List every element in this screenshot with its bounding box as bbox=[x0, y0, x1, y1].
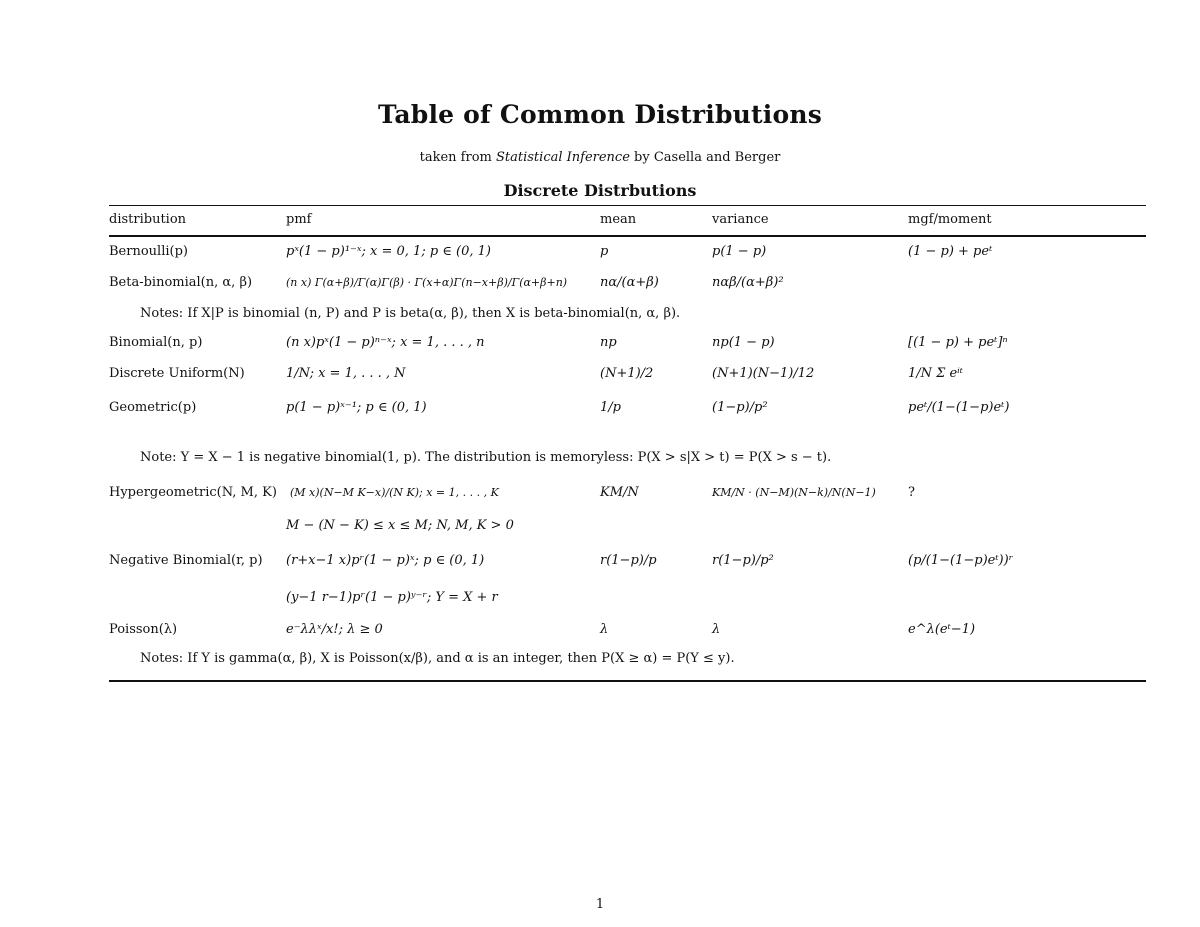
row-negative-binomial-mean: r(1−p)/p bbox=[600, 553, 657, 568]
row-geometric-mean: 1/p bbox=[600, 400, 621, 415]
row-poisson-variance: λ bbox=[712, 622, 721, 637]
row-hypergeometric-pmf: (M x)(N−M K−x)/(N K); x = 1, . . . , K bbox=[290, 486, 499, 499]
row-poisson-mgf: e^λ(eᵗ−1) bbox=[908, 622, 976, 637]
row-hypergeometric-variance: KM/N · (N−M)(N−k)/N(N−1) bbox=[712, 486, 876, 499]
row-poisson-pmf: e⁻λλˣ/x!; λ ≥ 0 bbox=[286, 622, 383, 637]
header-variance: variance bbox=[712, 212, 769, 227]
row-bernoulli-mgf: (1 − p) + peᵗ bbox=[908, 244, 993, 259]
row-hypergeometric-mean: KM/N bbox=[600, 485, 639, 500]
row-bernoulli-pmf: pˣ(1 − p)¹⁻ˣ; x = 0, 1; p ∈ (0, 1) bbox=[286, 244, 491, 259]
header-mgf: mgf/moment bbox=[908, 212, 992, 227]
row-negative-binomial-pmf: (r+x−1 x)pʳ(1 − p)ˣ; p ∈ (0, 1) bbox=[286, 553, 485, 568]
section-title: Discrete Distrbutions bbox=[503, 181, 697, 200]
row-bernoulli-mean: p bbox=[600, 244, 609, 259]
row-bernoulli-variance: p(1 − p) bbox=[712, 244, 767, 259]
top-rule bbox=[109, 205, 1146, 206]
row-negative-binomial-mgf: (p/(1−(1−p)eᵗ))ʳ bbox=[908, 553, 1014, 568]
header-rule bbox=[109, 235, 1146, 237]
note-poisson: Notes: If Y is gamma(α, β), X is Poisson(x/β), and α is an integer, then P(X ≥ α) = P(Y ≤ y). bbox=[140, 651, 735, 666]
row-poisson-name: Poisson(λ) bbox=[109, 622, 178, 637]
page-number: 1 bbox=[595, 897, 605, 912]
row-negative-binomial-name: Negative Binomial(r, p) bbox=[109, 553, 263, 568]
row-geometric-name: Geometric(p) bbox=[109, 400, 197, 415]
row-binomial-variance: np(1 − p) bbox=[712, 335, 775, 350]
row-discrete-uniform-pmf: 1/N; x = 1, . . . , N bbox=[286, 366, 406, 381]
row-hypergeometric-name: Hypergeometric(N, M, K) bbox=[109, 485, 277, 500]
row-beta-binomial-mean: nα/(α+β) bbox=[600, 275, 659, 290]
row-discrete-uniform-mean: (N+1)/2 bbox=[600, 366, 654, 381]
row-discrete-uniform-name: Discrete Uniform(N) bbox=[109, 366, 245, 381]
row-geometric-mgf: peᵗ/(1−(1−p)eᵗ) bbox=[908, 400, 1010, 415]
row-discrete-uniform-mgf: 1/N Σ eⁱᵗ bbox=[908, 366, 963, 381]
row-beta-binomial-name: Beta-binomial(n, α, β) bbox=[109, 275, 253, 290]
row-negative-binomial-variance: r(1−p)/p² bbox=[712, 553, 774, 568]
page-title: Table of Common Distributions bbox=[377, 100, 823, 129]
row-binomial-mgf: [(1 − p) + peᵗ]ⁿ bbox=[908, 335, 1008, 350]
note-geometric: Note: Y = X − 1 is negative binomial(1, p). The distribution is memoryless: P(X > s|X > t) = P(X > s − t). bbox=[140, 450, 832, 465]
bottom-rule bbox=[109, 680, 1146, 682]
row-binomial-mean: np bbox=[600, 335, 617, 350]
row-beta-binomial-variance: nαβ/(α+β)² bbox=[712, 275, 784, 290]
header-mean: mean bbox=[600, 212, 637, 227]
row-hypergeometric-mgf: ? bbox=[908, 485, 915, 500]
row-hypergeometric-pmf-constraint: M − (N − K) ≤ x ≤ M; N, M, K > 0 bbox=[286, 518, 514, 533]
row-discrete-uniform-variance: (N+1)(N−1)/12 bbox=[712, 366, 815, 381]
row-binomial-pmf: (n x)pˣ(1 − p)ⁿ⁻ˣ; x = 1, . . . , n bbox=[286, 335, 485, 350]
row-poisson-mean: λ bbox=[600, 622, 609, 637]
row-negative-binomial-pmf-alt: (y−1 r−1)pʳ(1 − p)ʸ⁻ʳ; Y = X + r bbox=[286, 590, 498, 605]
header-pmf: pmf bbox=[286, 212, 312, 227]
row-bernoulli-name: Bernoulli(p) bbox=[109, 244, 188, 259]
row-binomial-name: Binomial(n, p) bbox=[109, 335, 203, 350]
subtitle: taken from Statistical Inference by Casella and Berger bbox=[419, 150, 781, 165]
row-beta-binomial-pmf: (n x) Γ(α+β)/Γ(α)Γ(β) · Γ(x+α)Γ(n−x+β)/Γ(α+β+n) bbox=[286, 276, 568, 289]
header-distribution: distribution bbox=[109, 212, 187, 227]
note-beta-binomial: Notes: If X|P is binomial (n, P) and P is beta(α, β), then X is beta-binomial(n, α, β). bbox=[140, 306, 681, 321]
row-geometric-pmf: p(1 − p)ˣ⁻¹; p ∈ (0, 1) bbox=[286, 400, 427, 415]
row-geometric-variance: (1−p)/p² bbox=[712, 400, 768, 415]
